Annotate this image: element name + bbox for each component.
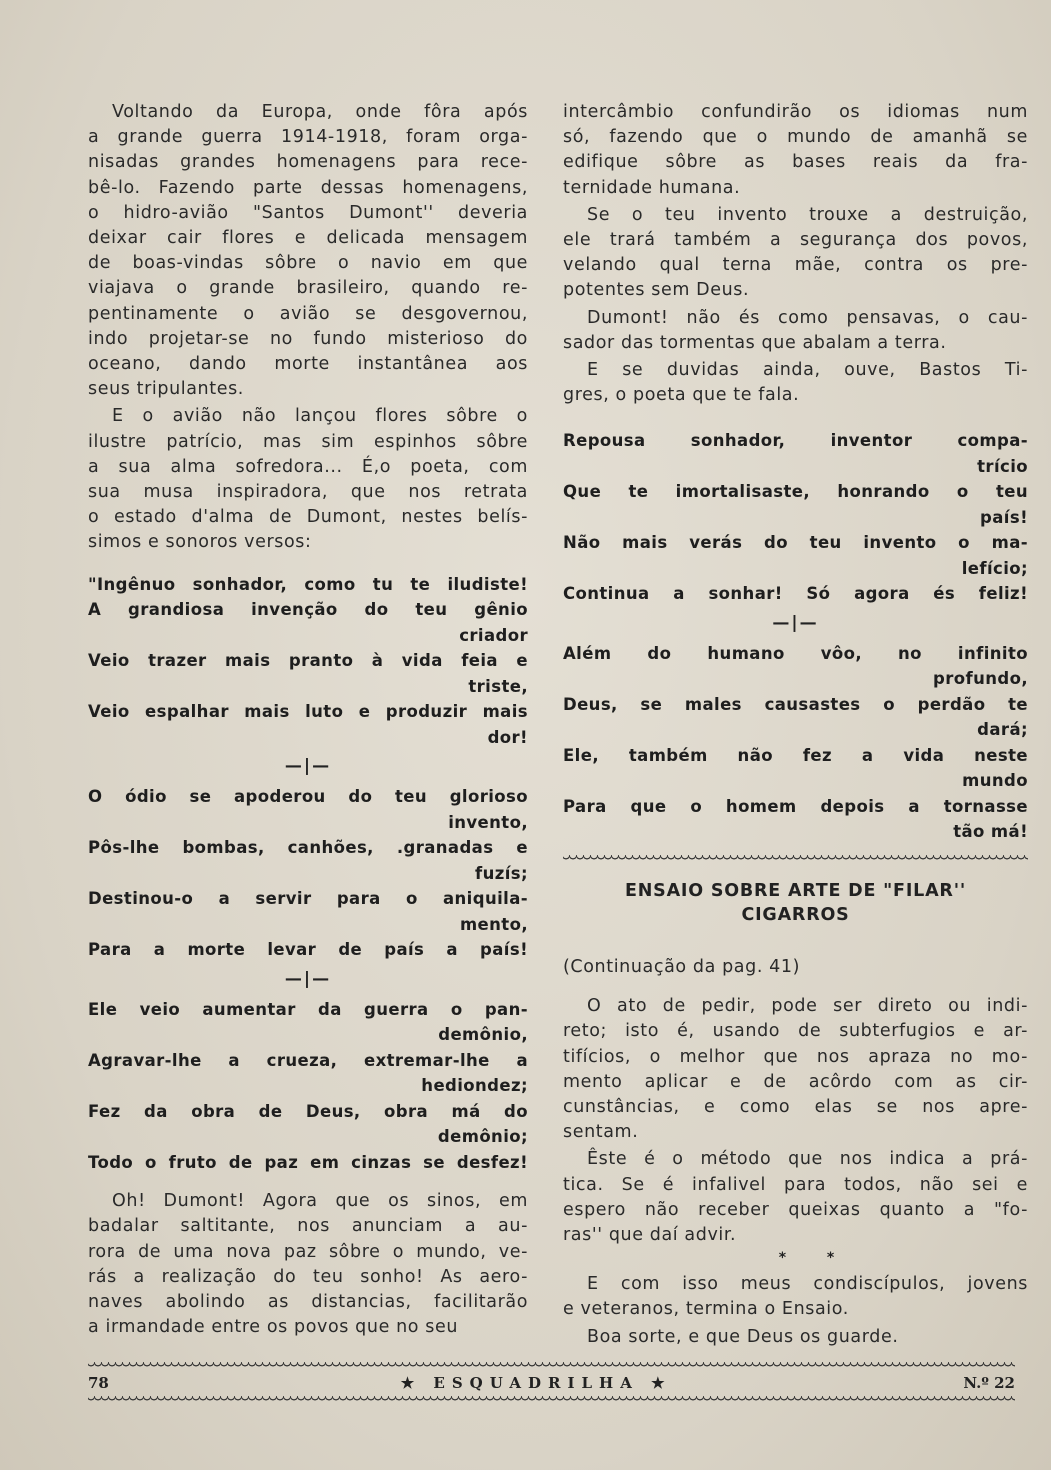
text-line: Voltando da Europa, onde fôra após	[112, 102, 528, 122]
text-line: a grande guerra 1914-1918, foram orga-	[88, 127, 528, 148]
article-title-line-2: CIGARROS	[741, 904, 850, 925]
text-line: Êste é o método que nos indica a prá-	[587, 1149, 1028, 1170]
verse-line: Todo o fruto de paz em cinzas se desfez!	[88, 1152, 528, 1172]
text-line: nisadas grandes homenagens para rece-	[88, 152, 528, 173]
verse-line: O ódio se apoderou do teu glorioso	[88, 787, 528, 807]
verse-line-continuation: invento,	[448, 812, 528, 832]
magazine-name: ★ ESQUADRILHA ★	[400, 1374, 672, 1392]
text-line: O ato de pedir, pode ser direto ou indi-	[587, 996, 1028, 1017]
verse-line: Além do humano vôo, no infinito	[563, 643, 1028, 663]
text-line: tica. Se é infalivel para todos, não sei e	[563, 1174, 1028, 1195]
text-line: gres, o poeta que te fala.	[563, 385, 800, 406]
verse-line-continuation: demônio,	[438, 1025, 528, 1045]
text-line: deixar cair flores e delicada mensagem	[88, 228, 528, 249]
verse-line-continuation: triste,	[468, 676, 528, 696]
verse-line: Veio trazer mais pranto à vida feia e	[88, 651, 528, 671]
text-line: Se o teu invento trouxe a destruição,	[587, 204, 1028, 225]
text-line: o estado d'alma de Dumont, nestes belís-	[88, 507, 528, 528]
text-line: de boas-vindas sôbre o navio em que	[88, 253, 528, 274]
poem-stanza-1	[88, 572, 528, 751]
article-paragraph-2	[563, 1147, 1028, 1248]
text-line: simos e sonoros versos:	[88, 532, 312, 553]
verse-line: Para que o homem depois a tornasse	[563, 796, 1028, 816]
page-footer	[88, 1362, 1015, 1404]
text-line: velando qual terna mãe, contra os pre-	[563, 255, 1028, 276]
text-line: a sua alma sofredora... É,o poeta, com	[88, 456, 528, 477]
text-line: pentinamente o avião se desgovernou,	[88, 303, 528, 324]
verse-line-continuation: demônio;	[437, 1127, 528, 1147]
verse-line-continuation: tão má!	[953, 822, 1028, 842]
text-line: reto; isto é, usando de subterfugios e ar-	[563, 1021, 1028, 1042]
text-line: sentam.	[563, 1122, 639, 1143]
text-line: intercâmbio confundirão os idiomas num	[563, 102, 1028, 122]
continuation-note: (Continuação da pag. 41)	[563, 956, 801, 977]
verse-line-continuation: profundo,	[933, 669, 1028, 689]
article-title-line-1: ENSAIO SOBRE ARTE DE "FILAR''	[624, 880, 967, 901]
text-line: e veteranos, termina o Ensaio.	[563, 1299, 849, 1320]
text-line: naves abolindo as distancias, facilitarão	[88, 1291, 528, 1312]
poem-stanza-5	[563, 641, 1028, 845]
text-line: E o avião não lançou flores sôbre o	[112, 406, 528, 427]
verse-line-continuation: hediondez;	[421, 1076, 528, 1096]
verse-line-continuation: dor!	[487, 727, 528, 747]
text-line: ele trará também a segurança dos povos,	[563, 230, 1028, 251]
text-line: só, fazendo que o mundo de amanhã se	[563, 127, 1028, 148]
text-line: ternidade humana.	[563, 177, 741, 198]
poem-stanza-4	[563, 428, 1028, 607]
right-column	[563, 100, 1028, 1352]
text-line: viajava o grande brasileiro, quando re-	[88, 278, 528, 299]
verse-line: Destinou-o a servir para o aniquila-	[88, 889, 528, 909]
footer-wavy-bottom	[88, 1396, 1015, 1404]
verse-line: Pôs-lhe bombas, canhões, .granadas e	[88, 838, 528, 858]
text-line: E se duvidas ainda, ouve, Bastos Ti-	[587, 360, 1028, 381]
closing-paragraph	[88, 1189, 528, 1340]
stanza-separator: —|—	[284, 968, 332, 989]
issue-number: N.º 22	[963, 1374, 1015, 1392]
article-title	[563, 879, 1028, 927]
verse-line: A grandiosa invenção do teu gênio	[88, 600, 528, 620]
verse-line-continuation: país!	[980, 507, 1028, 527]
text-line: Dumont! não és como pensavas, o cau-	[587, 307, 1028, 328]
text-line: ras'' que daí advir.	[563, 1224, 737, 1245]
verse-line: Que te imortalisaste, honrando o teu	[563, 482, 1028, 502]
verse-line: Veio espalhar mais luto e produzir mais	[88, 702, 528, 722]
verse-line-continuation: lefício;	[961, 558, 1028, 578]
text-line: bê-lo. Fazendo parte dessas homenagens,	[88, 177, 528, 198]
article-paragraph-3	[563, 1272, 1028, 1322]
verse-line: Agravar-lhe a crueza, extremar-lhe a	[88, 1050, 528, 1070]
verse-line-continuation: mento,	[459, 914, 528, 934]
text-line: sua musa inspiradora, que nos retrata	[88, 482, 528, 503]
verse-line: Deus, se males causastes o perdão te	[563, 694, 1028, 714]
text-line: a irmandade entre os povos que no seu	[88, 1317, 459, 1338]
verse-line-continuation: mundo	[962, 771, 1028, 791]
stanza-separator: —|—	[772, 612, 819, 633]
text-line: sador das tormentas que abalam a terra.	[563, 332, 947, 353]
section-dots: * *	[778, 1250, 853, 1267]
text-line: Boa sorte, e que Deus os guarde.	[587, 1326, 899, 1347]
text-line: tifícios, o melhor que nos apraza no mo-	[563, 1046, 1028, 1067]
article-paragraph-1	[563, 994, 1028, 1145]
paragraph-1	[563, 100, 1028, 201]
text-line: seus tripulantes.	[88, 379, 244, 400]
page-number: 78	[88, 1374, 109, 1392]
verse-line: "Ingênuo sonhador, como tu te iludiste!	[88, 574, 528, 594]
verse-line-continuation: dará;	[977, 720, 1028, 740]
text-line: edifique sôbre as bases reais da fra-	[563, 152, 1028, 173]
paragraph-3	[563, 306, 1028, 356]
verse-line: Ele veio aumentar da guerra o pan-	[88, 999, 528, 1019]
text-line: o hidro-avião "Santos Dumont'' deveria	[88, 202, 528, 223]
stanza-separator: —|—	[284, 756, 332, 777]
left-column	[88, 100, 528, 1342]
text-line: potentes sem Deus.	[563, 280, 750, 301]
text-line: indo projetar-se no fundo misterioso do	[88, 328, 528, 349]
verse-line: Não mais verás do teu invento o ma-	[563, 533, 1028, 553]
text-line: mento aplicar e de acôrdo com as cir-	[563, 1071, 1028, 1092]
verse-line: Continua a sonhar! Só agora és feliz!	[563, 584, 1028, 604]
verse-line-continuation: criador	[459, 625, 528, 645]
second-paragraph	[88, 404, 528, 555]
text-line: espero não receber queixas quanto a "fo-	[563, 1199, 1028, 1220]
paragraph-2	[563, 203, 1028, 304]
verse-line: Fez da obra de Deus, obra má do	[88, 1101, 528, 1121]
text-line: badalar saltitante, nos anunciam a au-	[88, 1216, 528, 1237]
intro-paragraph	[88, 100, 528, 402]
verse-line: Ele, também não fez a vida neste	[563, 745, 1028, 765]
verse-line: Repousa sonhador, inventor compa-	[563, 431, 1028, 451]
footer-wavy-top	[88, 1362, 1015, 1370]
text-line: cunstâncias, e como elas se nos apre-	[563, 1096, 1028, 1117]
text-line: rás a realização do teu sonho! As aero-	[88, 1266, 528, 1287]
verse-line-continuation: trício	[977, 456, 1028, 476]
article-paragraph-4	[563, 1325, 1028, 1350]
text-line: Oh! Dumont! Agora que os sinos, em	[112, 1191, 528, 1212]
text-line: rora de uma nova paz sôbre o mundo, ve-	[88, 1241, 528, 1262]
paragraph-4	[563, 358, 1028, 408]
text-line: ilustre patrício, mas sim espinhos sôbre	[88, 431, 528, 452]
verse-line: Para a morte levar de país a país!	[88, 940, 528, 960]
poem-stanza-3	[88, 997, 528, 1176]
verse-line-continuation: fuzís;	[474, 863, 528, 883]
poem-stanza-2	[88, 784, 528, 963]
wavy-divider	[563, 855, 1028, 863]
text-line: E com isso meus condiscípulos, jovens	[587, 1274, 1028, 1295]
text-line: oceano, dando morte instantânea aos	[88, 354, 528, 375]
